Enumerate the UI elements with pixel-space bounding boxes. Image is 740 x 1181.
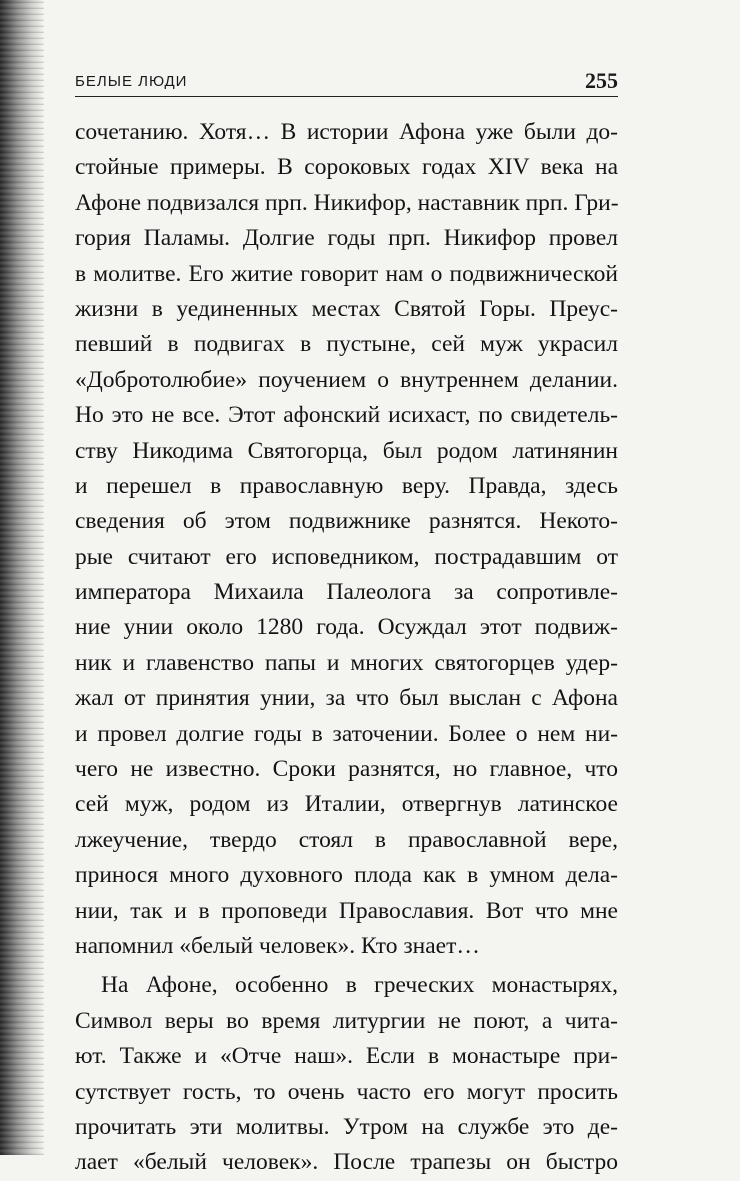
- text-line: лает «белый человек». После трапезы он быстро: [75, 1149, 618, 1176]
- text-line: гория Паламы. Долгие годы прп. Никифор провел: [75, 225, 618, 252]
- text-line: певший в подвигах в пустыне, сей муж украсил: [75, 331, 618, 358]
- body-text: [75, 115, 618, 1181]
- text-line: принося много духовного плода как в умном дела-: [75, 862, 618, 889]
- page-number: 255: [585, 68, 618, 93]
- text-line: сведения об этом подвижнике разнятся. Некото-: [75, 508, 618, 535]
- text-line: «Добротолюбие» поучением о внутреннем делании.: [75, 366, 618, 393]
- spine-texture: [0, 0, 44, 1155]
- text-line: сочетанию. Хотя… В истории Афона уже были до-: [75, 119, 618, 145]
- text-line: ют. Также и «Отче наш». Если в монастыре при-: [75, 1043, 618, 1070]
- text-line: ству Никодима Святогорца, был родом латинянин: [75, 437, 618, 464]
- text-line: сей муж, родом из Италии, отвергнув латинское: [75, 791, 618, 818]
- text-line: На Афоне, особенно в греческих монастырях,: [101, 972, 618, 999]
- text-line: Символ веры во время литургии не поют, а чита-: [75, 1007, 618, 1034]
- text-line: жал от принятия унии, за что был выслан с Афона: [75, 685, 618, 712]
- text-line: жизни в уединенных местах Святой Горы. Преус-: [75, 295, 618, 322]
- text-line: и перешел в православную веру. Правда, здесь: [75, 472, 618, 499]
- text-line: Афоне подвизался прп. Никифор, наставник прп. Гри-: [75, 189, 619, 216]
- text-line: стойные примеры. В сороковых годах XIV века на: [75, 154, 618, 181]
- text-line: прочитать эти молитвы. Утром на службе это де-: [75, 1113, 618, 1140]
- text-line: и провел долгие годы в заточении. Более о нем ни-: [75, 720, 618, 747]
- text-line: ние унии около 1280 года. Осуждал этот подвиж-: [75, 614, 618, 641]
- text-line: сутствует гость, то очень часто его могут просить: [75, 1078, 618, 1105]
- text-line: лжеучение, твердо стоял в православной вере,: [75, 826, 618, 853]
- text-line: ник и главенство папы и многих святогорцев удер-: [75, 649, 618, 676]
- text-line: рые считают его исповедником, пострадавшим от: [75, 543, 618, 570]
- text-line: императора Михаила Палеолога за сопротивле-: [75, 579, 618, 606]
- text-line: чего не известно. Сроки разнятся, но главное, что: [75, 756, 618, 783]
- running-header: [75, 68, 618, 97]
- text-line: Но это не все. Этот афонский исихаст, по свидетель-: [75, 402, 618, 429]
- text-line: в молитве. Его житие говорит нам о подвижнической: [75, 260, 618, 287]
- running-title: БЕЛЫЕ ЛЮДИ: [75, 73, 188, 90]
- text-line: напомнил «белый человек». Кто знает…: [75, 932, 480, 959]
- text-line: нии, так и в проповеди Православия. Вот что мне: [75, 897, 618, 924]
